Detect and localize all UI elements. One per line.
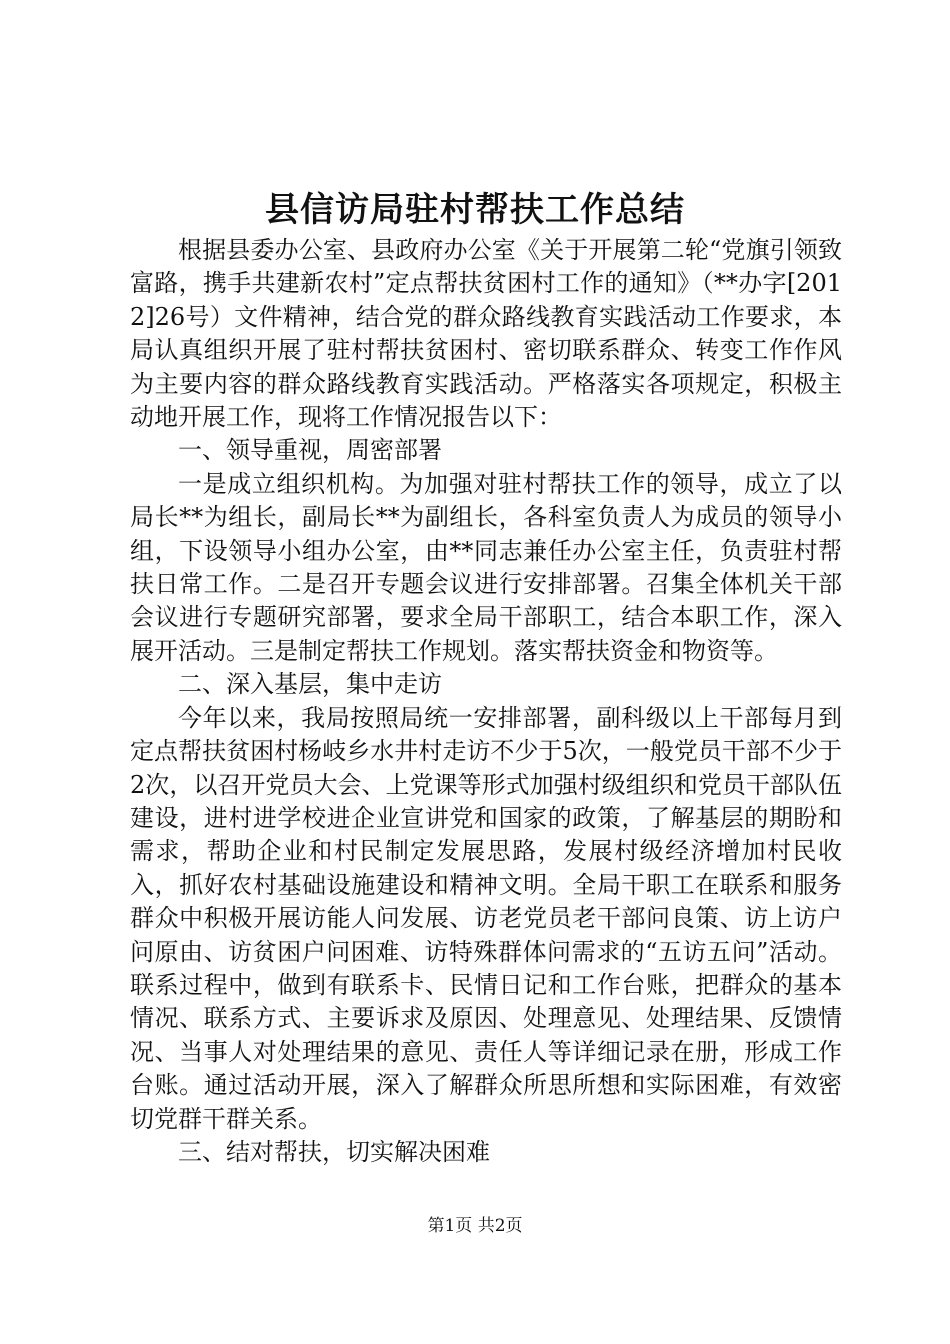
page-number-footer: 第1页 共2页	[427, 1216, 523, 1236]
paragraph-section-2: 今年以来，我局按照局统一安排部署，副科级以上干部每月到定点帮扶贫困村杨岐乡水井村走访不少于5次，一般党员干部不少于2次，以召开党员大会、上党课等形式加强村级组织和党员干部队伍建设，进村进学校进企业宣讲党和国家的政策，了解基层的期盼和需求，帮助企业和村民制定发展思路，发展村级经济增加村民收入，抓好农村基础设施建设和精神文明。全局干职工在联系和服务群众中积极开展访能人问发展、访老党员老干部问良策、访上访户问原由、访贫困户问困难、访特殊群体问需求的“五访五问”活动。联系过程中，做到有联系卡、民情日记和工作台账，把群众的基本情况、联系方式、主要诉求及原因、处理意见、处理结果、反馈情况、当事人对处理结果的意见、责任人等详细记录在册，形成工作台账。通过活动开展，深入了解群众所思所想和实际困难，有效密切党群干群关系。	[130, 703, 842, 1133]
section-heading-3: 三、结对帮扶，切实解决困难	[178, 1137, 490, 1166]
paragraph-section-1: 一是成立组织机构。为加强对驻村帮扶工作的领导，成立了以局长**为组长，副局长**为副组长，各科室负责人为成员的领导小组，下设领导小组办公室，由**同志兼任办公室主任，负责驻村帮扶日常工作。二是召开专题会议进行安排部署。召集全体机关干部会议进行专题研究部署，要求全局干部职工，结合本职工作，深入展开活动。三是制定帮扶工作规划。落实帮扶资金和物资等。	[130, 469, 842, 665]
section-heading-1: 一、领导重视，周密部署	[178, 436, 442, 465]
document-body	[130, 234, 842, 1169]
document-title: 县信访局驻村帮扶工作总结	[265, 190, 685, 230]
section-heading-2: 二、深入基层，集中走访	[178, 670, 442, 699]
paragraph-intro: 根据县委办公室、县政府办公室《关于开展第二轮“党旗引领致富路，携手共建新农村”定点帮扶贫困村工作的通知》（**办字[2012]26号）文件精神，结合党的群众路线教育实践活动工作要求，本局认真组织开展了驻村帮扶贫困村、密切联系群众、转变工作作风为主要内容的群众路线教育实践活动。严格落实各项规定，积极主动地开展工作，现将工作情况报告以下：	[130, 236, 842, 432]
